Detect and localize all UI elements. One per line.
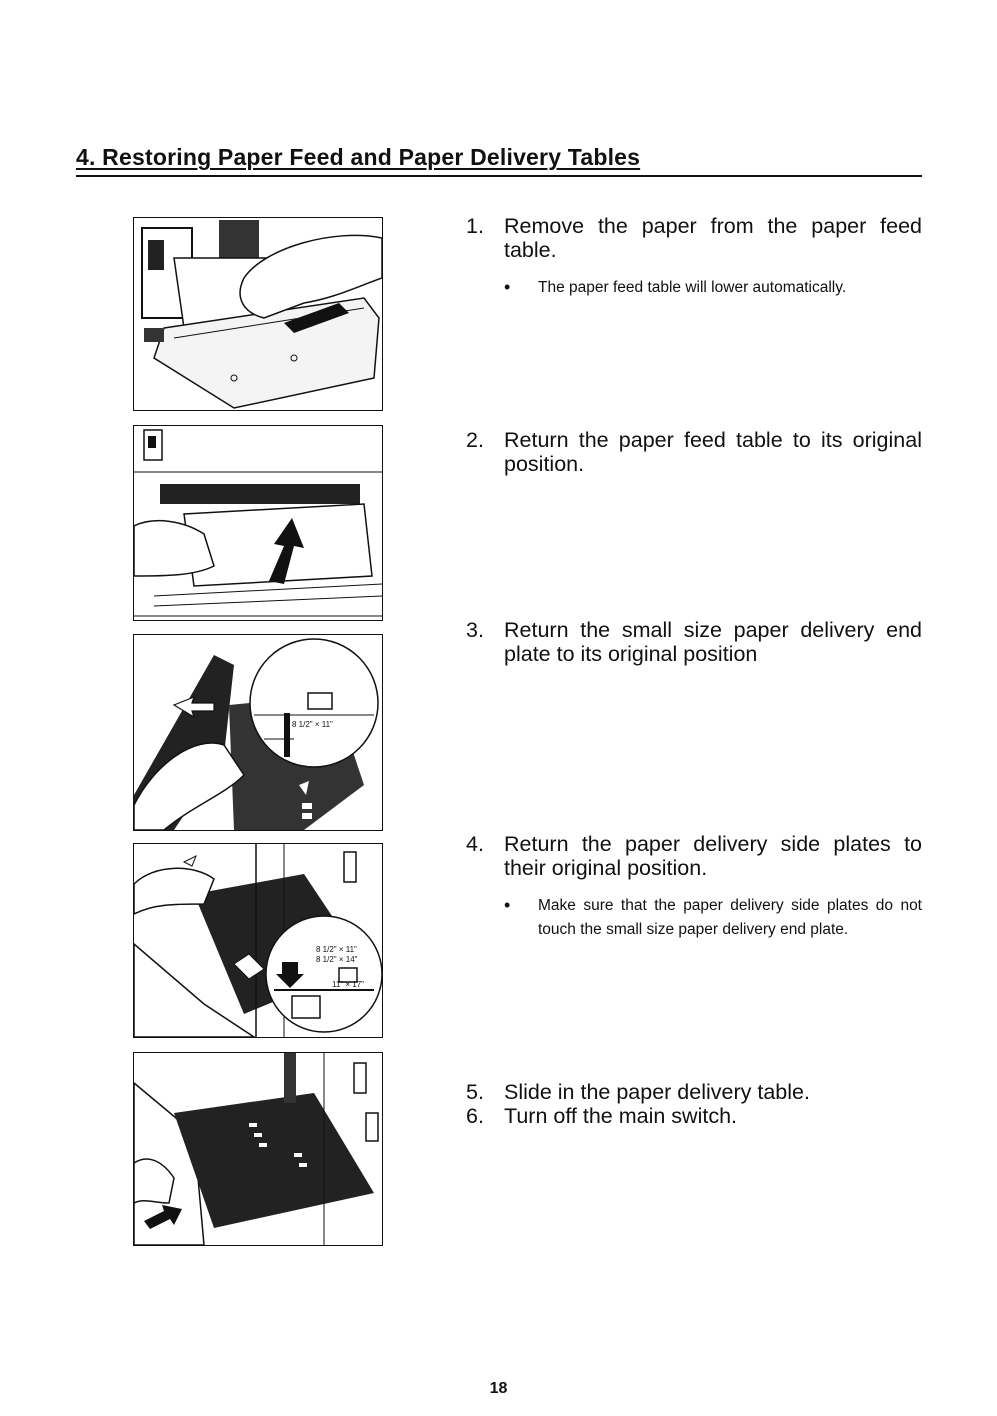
step-instruction: Return the small size paper delivery end plate to its original position — [504, 618, 922, 666]
step-instruction: Remove the paper from the paper feed table. — [504, 214, 922, 262]
illustration-remove-paper — [134, 218, 382, 410]
step-note — [504, 276, 922, 300]
figure-return-feed-table — [133, 425, 383, 621]
bullet-icon: • — [504, 277, 511, 297]
step-instruction: Slide in the paper delivery table. — [504, 1080, 810, 1104]
step-1 — [466, 214, 922, 300]
illustration-end-plate — [134, 635, 382, 830]
figure-slide-table — [133, 1052, 383, 1246]
step-number: 3. — [466, 618, 484, 642]
step-2 — [466, 428, 922, 476]
step-5 — [466, 1080, 922, 1104]
step-instruction: Turn off the main switch. — [504, 1104, 738, 1128]
step-number: 4. — [466, 832, 484, 856]
figure-label-size-1: 8 1/2" × 11" — [292, 720, 333, 729]
step-3 — [466, 618, 922, 666]
step-instruction: Return the paper delivery side plates to their original position. — [504, 832, 922, 880]
step-number: 5. — [466, 1080, 484, 1104]
figure-remove-paper — [133, 217, 383, 411]
figure-side-plates — [133, 843, 383, 1038]
figure-label-size-2: 8 1/2" × 14" — [316, 955, 358, 964]
figure-label-size-1: 8 1/2" × 11" — [316, 945, 357, 954]
illustration-return-feed-table — [134, 426, 382, 620]
step-number: 2. — [466, 428, 484, 452]
illustration-slide-table — [134, 1053, 382, 1245]
page-number: 18 — [489, 1380, 508, 1397]
step-number: 1. — [466, 214, 484, 238]
bullet-icon: • — [504, 895, 511, 915]
figure-end-plate — [133, 634, 383, 831]
step-note — [504, 894, 922, 942]
note-text: The paper feed table will lower automatically. — [538, 279, 847, 296]
note-text: Make sure that the paper delivery side plates do not touch the small size paper delivery end plate. — [538, 897, 922, 938]
illustration-side-plates — [134, 844, 382, 1037]
figure-label-size-3: 11" × 17" — [332, 980, 364, 989]
step-instruction: Return the paper feed table to its original position. — [504, 428, 922, 476]
section-title: 4. Restoring Paper Feed and Paper Delivery Tables — [76, 144, 922, 177]
step-4 — [466, 832, 922, 942]
step-number: 6. — [466, 1104, 484, 1128]
step-6 — [466, 1104, 922, 1128]
